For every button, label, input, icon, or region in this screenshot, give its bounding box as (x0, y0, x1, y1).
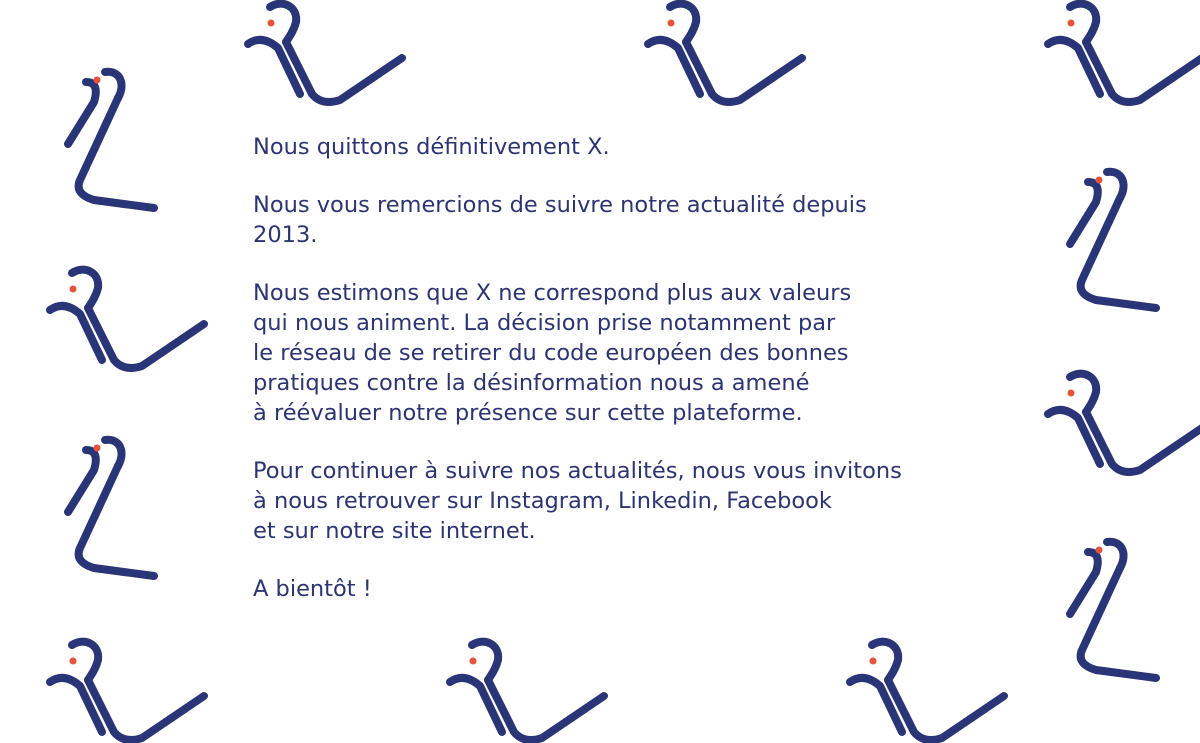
text-line: 2013. (253, 222, 318, 248)
paragraph-thanks (253, 190, 1013, 250)
text-line: A bientôt ! (253, 576, 372, 602)
il-logo-icon (1070, 172, 1156, 308)
il-logo-icon (50, 270, 204, 368)
text-line: et sur notre site internet. (253, 518, 536, 544)
text-line: Nous vous remercions de suivre notre actualité depuis (253, 192, 867, 218)
text-line: qui nous animent. La décision prise notamment par (253, 310, 836, 336)
il-logo-icon (1048, 374, 1200, 472)
il-logo-icon (68, 72, 154, 208)
text-line: le réseau de se retirer du code européen des bonnes (253, 340, 849, 366)
text-line: pratiques contre la désinformation nous a amené (253, 370, 810, 396)
paragraph-leaving (253, 132, 1013, 162)
il-logo-icon (850, 642, 1004, 740)
paragraph-follow (253, 456, 1013, 546)
announcement-message (253, 132, 1013, 632)
il-logo-icon (50, 642, 204, 740)
il-logo-icon (68, 440, 154, 576)
text-line: à nous retrouver sur Instagram, Linkedin, Facebook (253, 488, 832, 514)
text-line: à réévaluer notre présence sur cette plateforme. (253, 400, 803, 426)
il-logo-icon (248, 4, 402, 102)
il-logo-icon (648, 4, 802, 102)
text-line: Nous quittons définitivement X. (253, 134, 610, 160)
paragraph-reason (253, 278, 1013, 428)
text-line: Nous estimons que X ne correspond plus aux valeurs (253, 280, 852, 306)
il-logo-icon (1070, 542, 1156, 678)
il-logo-icon (450, 642, 604, 740)
il-logo-icon (1048, 4, 1200, 102)
paragraph-goodbye (253, 574, 1013, 604)
text-line: Pour continuer à suivre nos actualités, nous vous invitons (253, 458, 902, 484)
